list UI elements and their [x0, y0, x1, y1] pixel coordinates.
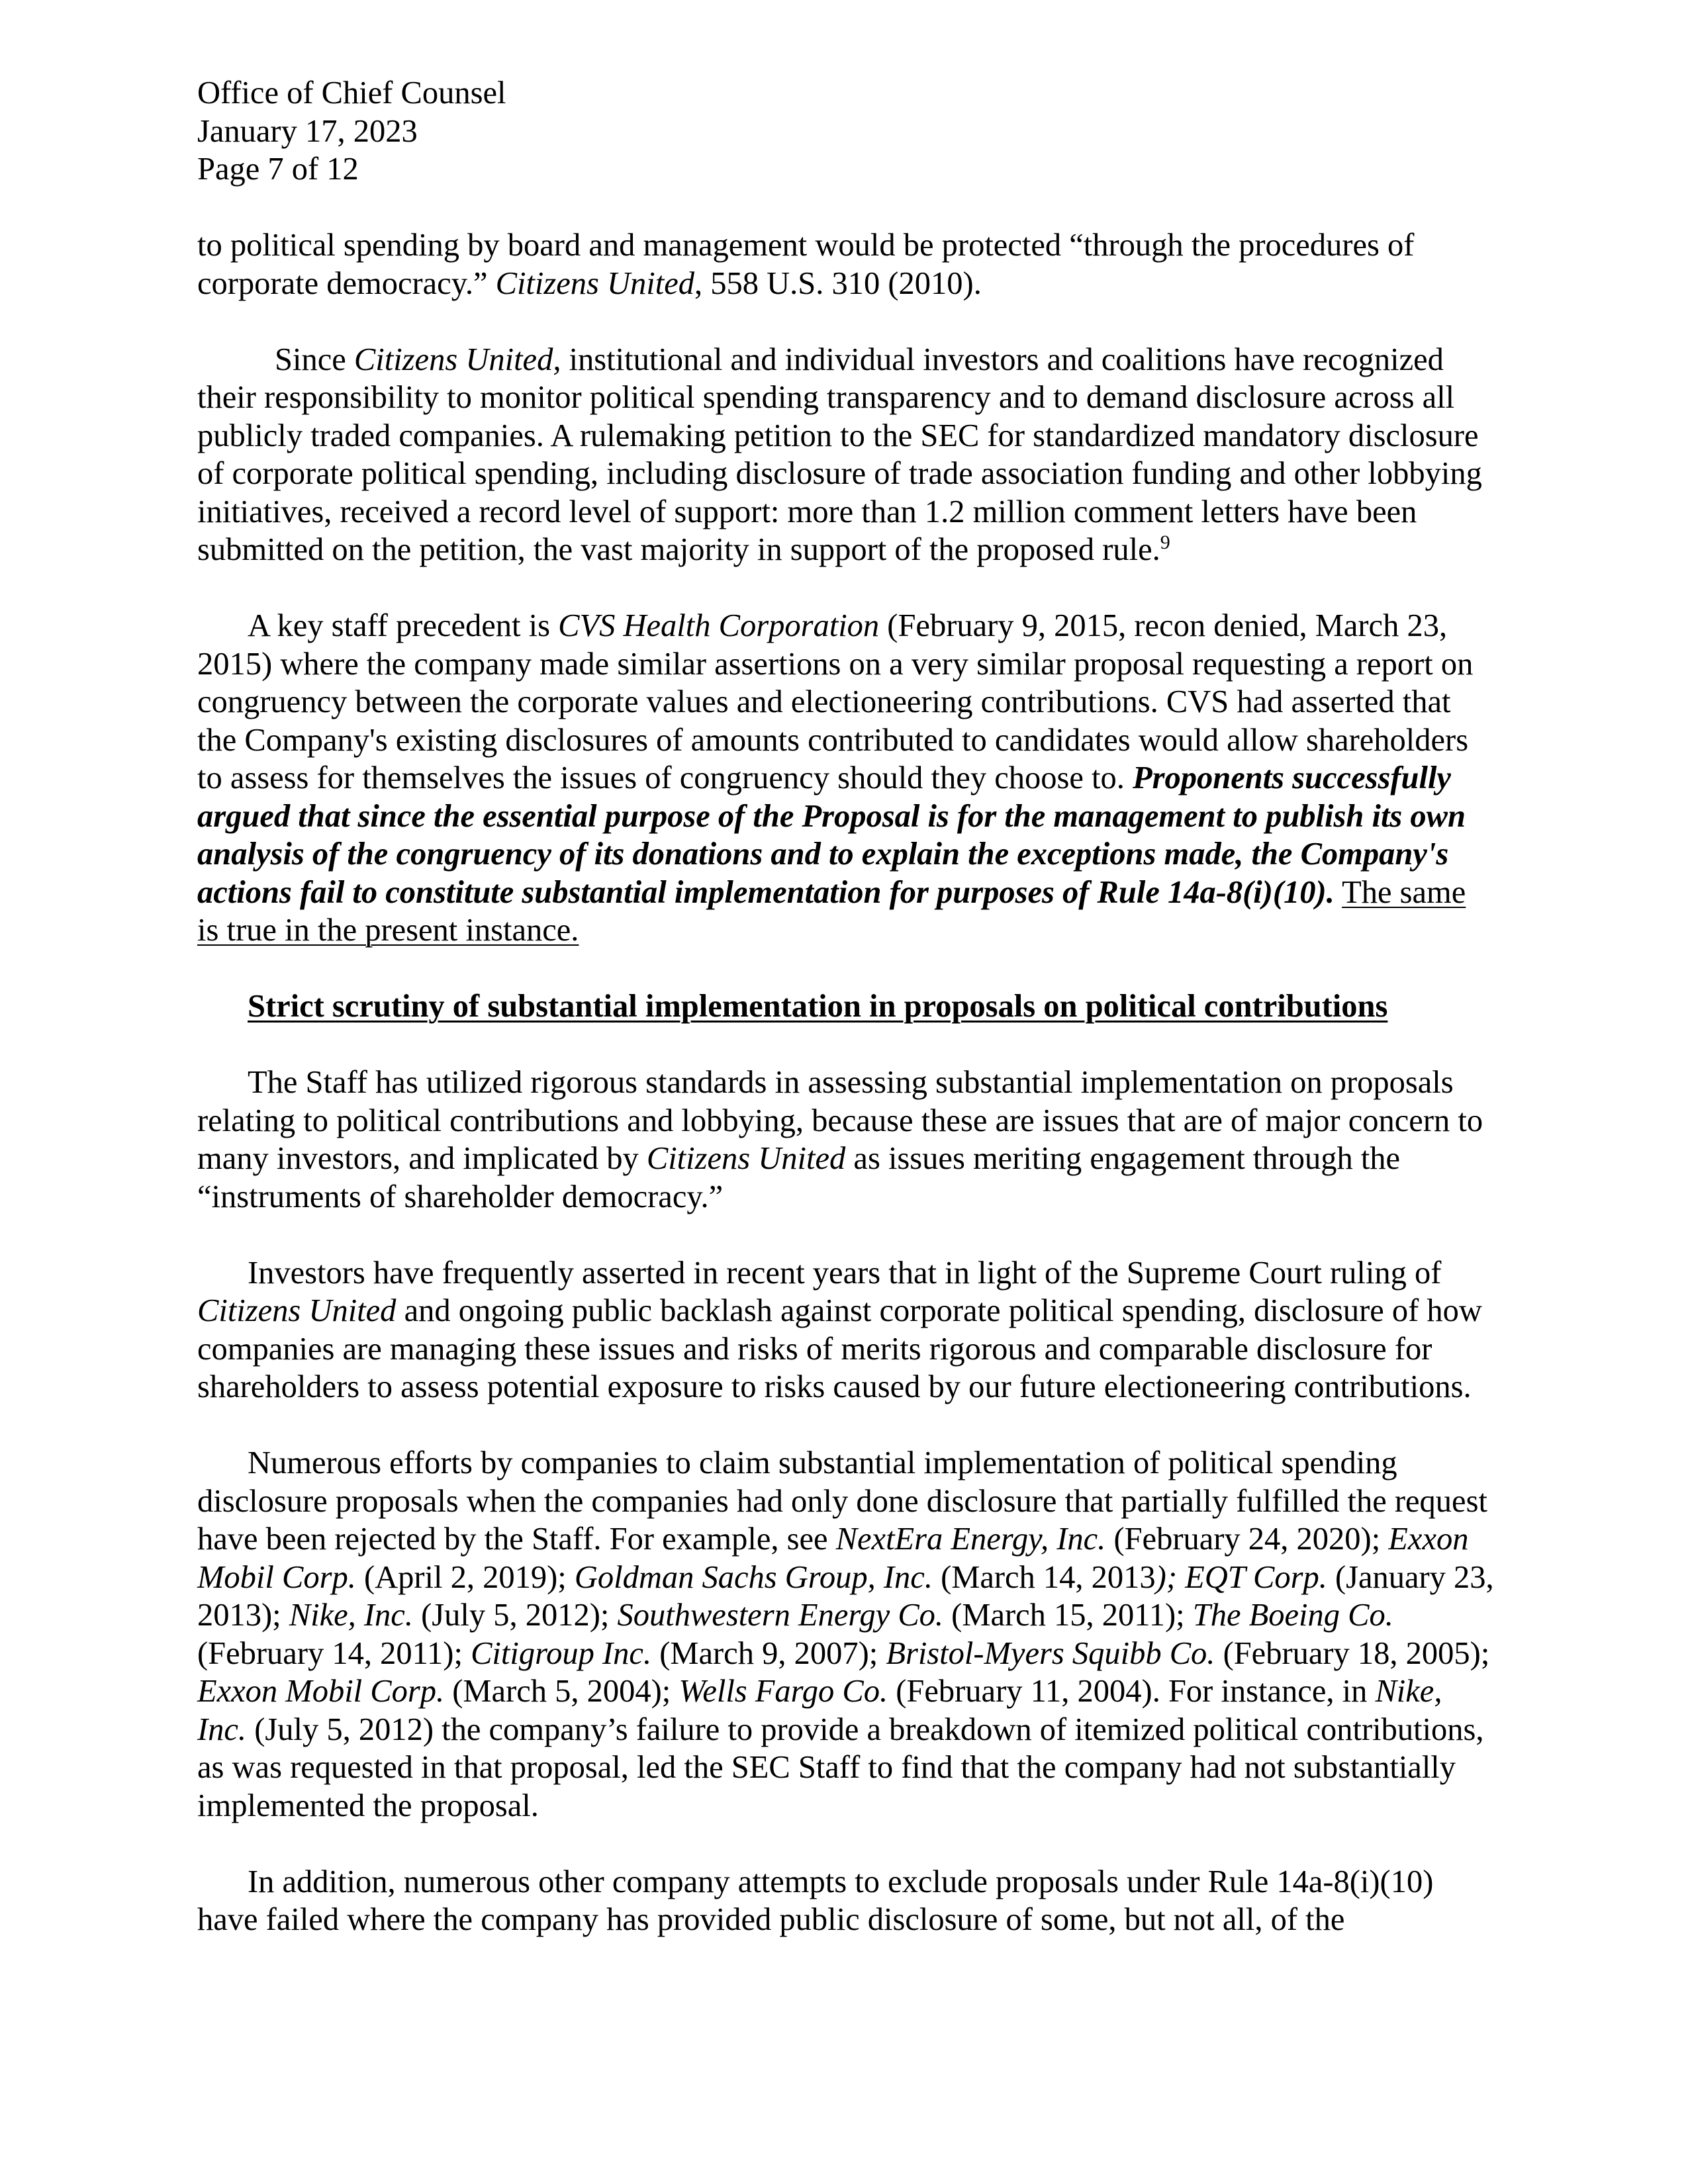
paragraph-cvs-precedent: A key staff precedent is CVS Health Corporation (February 9, 2015, recon denied, March 23, 2015) where the company made similar assertions on a very similar proposal requesting a report on congruency between the corporate values and electioneering contributions. CVS had asserted that the Company's existing disclosures of amounts contributed to candidates would allow shareholders to assess for themselves the issues of congruency should they choose to. Proponents successfully argued that since the essential purpose of the Proposal is for the management to publish its own analysis of the congruency of its donations and to explain the exceptions made, the Company's actions fail to constitute substantial implementation for purposes of Rule 14a-8(i)(10). The same is true in the present instance. [197, 608, 1474, 948]
paragraph-citizens-united: to political spending by board and management would be protected “through the procedures of corporate democracy.” Citizens United, 558 U.S. 310 (2010). [197, 228, 1415, 301]
case-name: The Boeing Co. [1192, 1598, 1393, 1633]
case-name: NextEra Energy, Inc. [835, 1522, 1106, 1557]
case-name: Nike, Inc. [197, 1674, 1442, 1747]
case-name: Exxon Mobil Corp. [197, 1522, 1469, 1595]
section-heading: Strict scrutiny of substantial implementation in proposals on political contributions [248, 989, 1388, 1024]
case-name: Nike, Inc. [289, 1598, 413, 1633]
letter-header [197, 74, 1495, 189]
letter-page [197, 74, 1495, 1939]
case-name: Citizens United [495, 265, 695, 301]
case-name: Citigroup Inc. [471, 1635, 652, 1671]
header-office: Office of Chief Counsel [197, 75, 506, 111]
paragraph-rejected-claims: Numerous efforts by companies to claim substantial implementation of political spending disclosure proposals when the companies had only done disclosure that partially fulfilled the request have been rejected by the Staff. For example, see NextEra Energy, Inc. (February 24, 2020); Exxon Mobil Corp. (April 2, 2019); Goldman Sachs Group, Inc. (March 14, 2013); EQT Corp. (January 23, 2013); Nike, Inc. (July 5, 2012); Southwestern Energy Co. (March 15, 2011); The Boeing Co. (February 14, 2011); Citigroup Inc. (March 9, 2007); Bristol-Myers Squibb Co. (February 18, 2005); Exxon Mobil Corp. (March 5, 2004); Wells Fargo Co. (February 11, 2004). For instance, in Nike, Inc. (July 5, 2012) the company’s failure to provide a breakdown of itemized political contributions, as was requested in that proposal, led the SEC Staff to find that the company had not substantially implemented the proposal. [197, 1445, 1494, 1823]
case-name: Exxon Mobil Corp. [197, 1674, 445, 1709]
case-name: CVS Health Corporation [558, 608, 880, 643]
case-name: Southwestern Energy Co. [617, 1598, 944, 1633]
paragraph-rigorous-standards: The Staff has utilized rigorous standards in assessing substantial implementation on proposals relating to political contributions and lobbying, because these are issues that are of major concern to many investors, and implicated by Citizens United as issues meriting engagement through the “instruments of shareholder democracy.” [197, 1065, 1483, 1214]
case-name: Citizens United, [353, 341, 561, 377]
case-name: Goldman Sachs Group, Inc. [574, 1559, 933, 1595]
case-name: Citizens United [197, 1293, 397, 1328]
case-name: Wells Fargo Co. [679, 1674, 888, 1709]
paragraph-investor-assertions: Investors have frequently asserted in recent years that in light of the Supreme Court ruling of Citizens United and ongoing public backlash against corporate political spending, disclosure of how companies are managing these issues and risks of merits rigorous and comparable disclosure for shareholders to assess potential exposure to risks caused by our future electioneering contributions. [197, 1255, 1482, 1404]
case-name: ); EQT Corp. [1155, 1559, 1327, 1595]
case-name: Citizens United [646, 1141, 846, 1176]
underlined-text: The same is true in the present instance. [197, 874, 1466, 948]
header-date: January 17, 2023 [197, 113, 418, 149]
paragraph-investor-responsibility: Since Citizens United, institutional and individual investors and coalitions have recognized their responsibility to monitor political spending transparency and to demand disclosure across all publicly traded companies. A rulemaking petition to the SEC for standardized mandatory disclosure of corporate political spending, including disclosure of trade association funding and other lobbying initiatives, received a record level of support: more than 1.2 million comment letters have been submitted on the petition, the vast majority in support of the proposed rule.$^9$ [197, 341, 1482, 567]
header-page-number: Page 7 of 12 [197, 152, 359, 187]
paragraph-other-attempts: In addition, numerous other company attempts to exclude proposals under Rule 14a-8(i)(10) have failed where the company has provided public disclosure of some, but not all, of the [197, 1864, 1434, 1937]
emphasis-text: Proponents successfully argued that since the essential purpose of the Proposal is for the management to publish its own analysis of the congruency of its donations and to explain the exceptions made, the Company's actions fail to constitute substantial implementation for purposes of Rule 14a-8(i)(10). [197, 760, 1466, 910]
case-name: Bristol-Myers Squibb Co. [886, 1635, 1215, 1671]
footnote-ref-9: 9 [1160, 531, 1170, 553]
